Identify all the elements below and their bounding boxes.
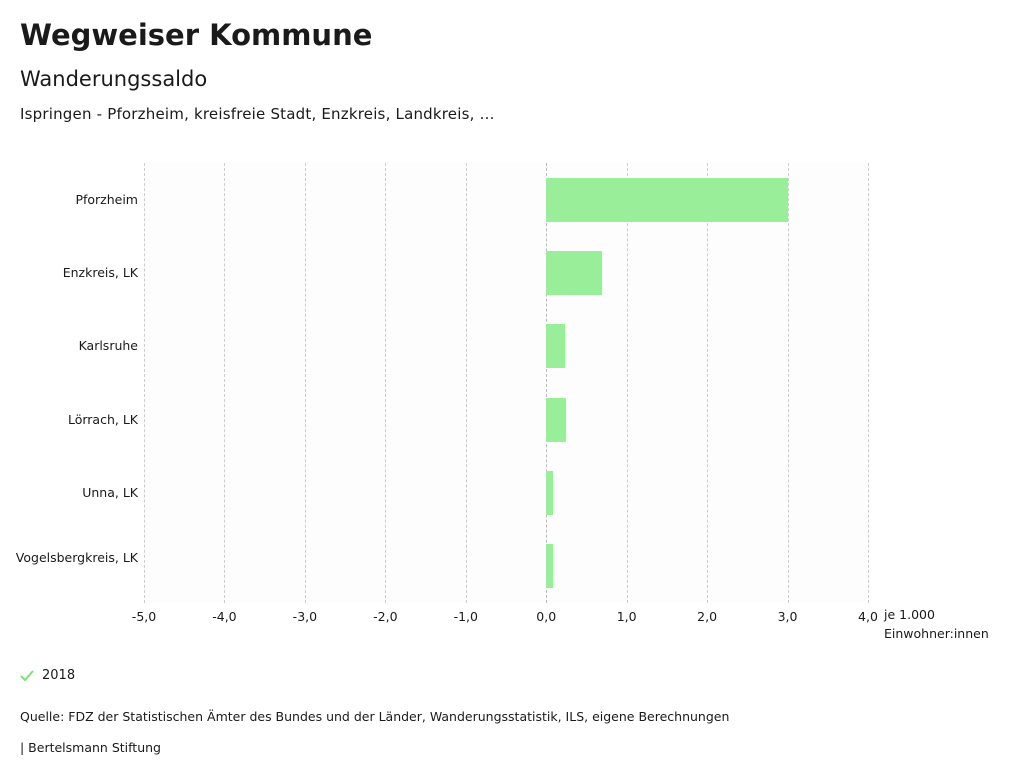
gridline — [466, 163, 467, 603]
axis-unit-line2: Einwohner:innen — [884, 626, 989, 641]
bar-row[interactable] — [144, 324, 868, 368]
chart-legend[interactable] — [20, 668, 75, 683]
category-label: Lörrach, LK — [67, 411, 138, 427]
bar-row[interactable] — [144, 544, 868, 588]
chart-subtitle: Wanderungssaldo — [20, 67, 208, 91]
legend-item-label: 2018 — [42, 668, 76, 683]
category-label: Enzkreis, LK — [62, 265, 138, 280]
gridline — [707, 163, 708, 603]
region-selection-label: Ispringen - Pforzheim, kreisfreie Stadt, Enzkreis, Landkreis, … — [20, 105, 495, 123]
x-tick-label: -4,0 — [212, 609, 237, 624]
source-note: Quelle: FDZ der Statistischen Ämter des Bundes und der Länder, Wanderungsstatistik, ILS, eigene Berechnungen — [20, 709, 730, 724]
bar-chart — [144, 163, 868, 603]
gridline — [546, 163, 547, 603]
gridline — [385, 163, 386, 603]
bar[interactable] — [546, 251, 602, 295]
bar-row[interactable] — [144, 251, 868, 295]
page-title: Wegweiser Kommune — [20, 18, 373, 52]
axis-unit-line1: je 1.000 — [884, 607, 935, 622]
category-label: Unna, LK — [82, 485, 138, 500]
x-tick-label: 3,0 — [777, 609, 798, 624]
gridline — [788, 163, 789, 603]
check-icon — [20, 669, 34, 683]
category-label: Pforzheim — [75, 191, 138, 207]
bar[interactable] — [546, 471, 553, 515]
category-label: Karlsruhe — [78, 338, 138, 354]
bar[interactable] — [546, 398, 565, 442]
gridline — [144, 163, 145, 603]
bar-row[interactable] — [144, 398, 868, 442]
gridline — [224, 163, 225, 603]
x-tick-label: -3,0 — [292, 609, 318, 624]
bar[interactable] — [546, 324, 565, 368]
x-tick-label: -5,0 — [131, 609, 157, 624]
bar-row[interactable] — [144, 178, 868, 222]
x-tick-label: 2,0 — [697, 609, 718, 624]
axis-unit-label — [884, 605, 989, 643]
x-tick-label: -1,0 — [453, 609, 478, 624]
x-tick-label: 4,0 — [858, 609, 878, 624]
x-tick-label: -2,0 — [373, 609, 398, 624]
x-tick-label: 0,0 — [536, 609, 557, 624]
gridline — [868, 163, 869, 603]
bar[interactable] — [546, 544, 553, 588]
gridline — [305, 163, 306, 603]
x-tick-label: 1,0 — [616, 609, 637, 624]
brand-note: | Bertelsmann Stiftung — [20, 740, 161, 755]
bar[interactable] — [546, 178, 787, 222]
bar-row[interactable] — [144, 471, 868, 515]
gridline — [627, 163, 628, 603]
plot-background — [144, 163, 868, 603]
category-label: Vogelsbergkreis, LK — [15, 550, 138, 566]
